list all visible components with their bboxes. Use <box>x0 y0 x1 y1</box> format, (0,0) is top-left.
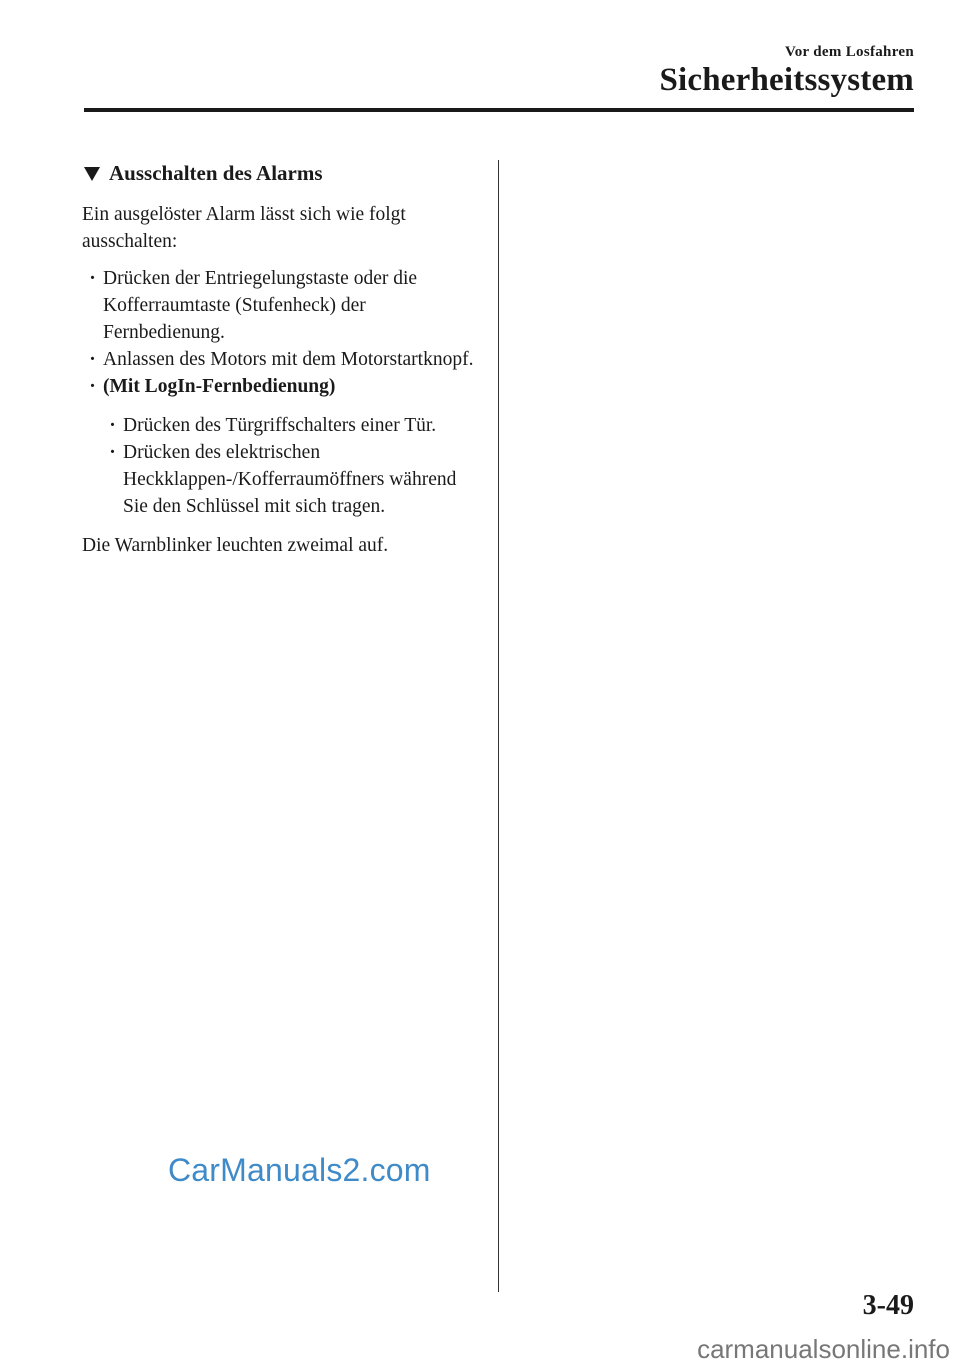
watermark-logo: CarManuals2.com <box>168 1152 431 1188</box>
section-title-text: Ausschalten des Alarms <box>109 161 323 185</box>
list-item <box>82 265 474 346</box>
sub-list-item-text: Drücken des elektrischen Heckklappen-/Kofferraumöffners während Sie den Schlüssel mit sich tragen. <box>123 442 457 517</box>
chapter-label: Vor dem Losfahren <box>784 44 914 60</box>
list-item-text: Anlassen des Motors mit dem Motorstartknopf. <box>103 349 474 370</box>
bullet-icon: · <box>89 349 96 370</box>
page-title: Sicherheitssystem <box>659 62 914 98</box>
list-item-text: Drücken der Entriegelungstaste oder die Kofferraumtaste (Stufenheck) der Fernbedienung. <box>103 268 418 343</box>
bullet-icon: · <box>109 415 116 436</box>
column-divider <box>498 160 499 1292</box>
header-rule <box>84 108 914 112</box>
list-item-text: (Mit LogIn-Fernbedienung) <box>103 376 336 397</box>
sub-list-item <box>82 412 474 439</box>
closing-paragraph: Die Warnblinker leuchten zweimal auf. <box>82 535 389 556</box>
sub-list-item <box>82 439 474 520</box>
intro-paragraph: Ein ausgelöster Alarm lässt sich wie folgt ausschalten: <box>82 204 406 252</box>
section-title <box>82 160 474 187</box>
bullet-icon: · <box>89 376 96 397</box>
sub-list-item-text: Drücken des Türgriffschalters einer Tür. <box>123 415 437 436</box>
list-item <box>82 373 474 400</box>
content-column <box>82 160 474 559</box>
footer-watermark: carmanualsonline.info <box>697 1334 950 1364</box>
bullet-icon: · <box>89 268 96 289</box>
triangle-down-icon <box>84 167 100 181</box>
bullet-icon: · <box>109 442 116 463</box>
list-item <box>82 346 474 373</box>
page-number: 3-49 <box>862 1290 914 1321</box>
